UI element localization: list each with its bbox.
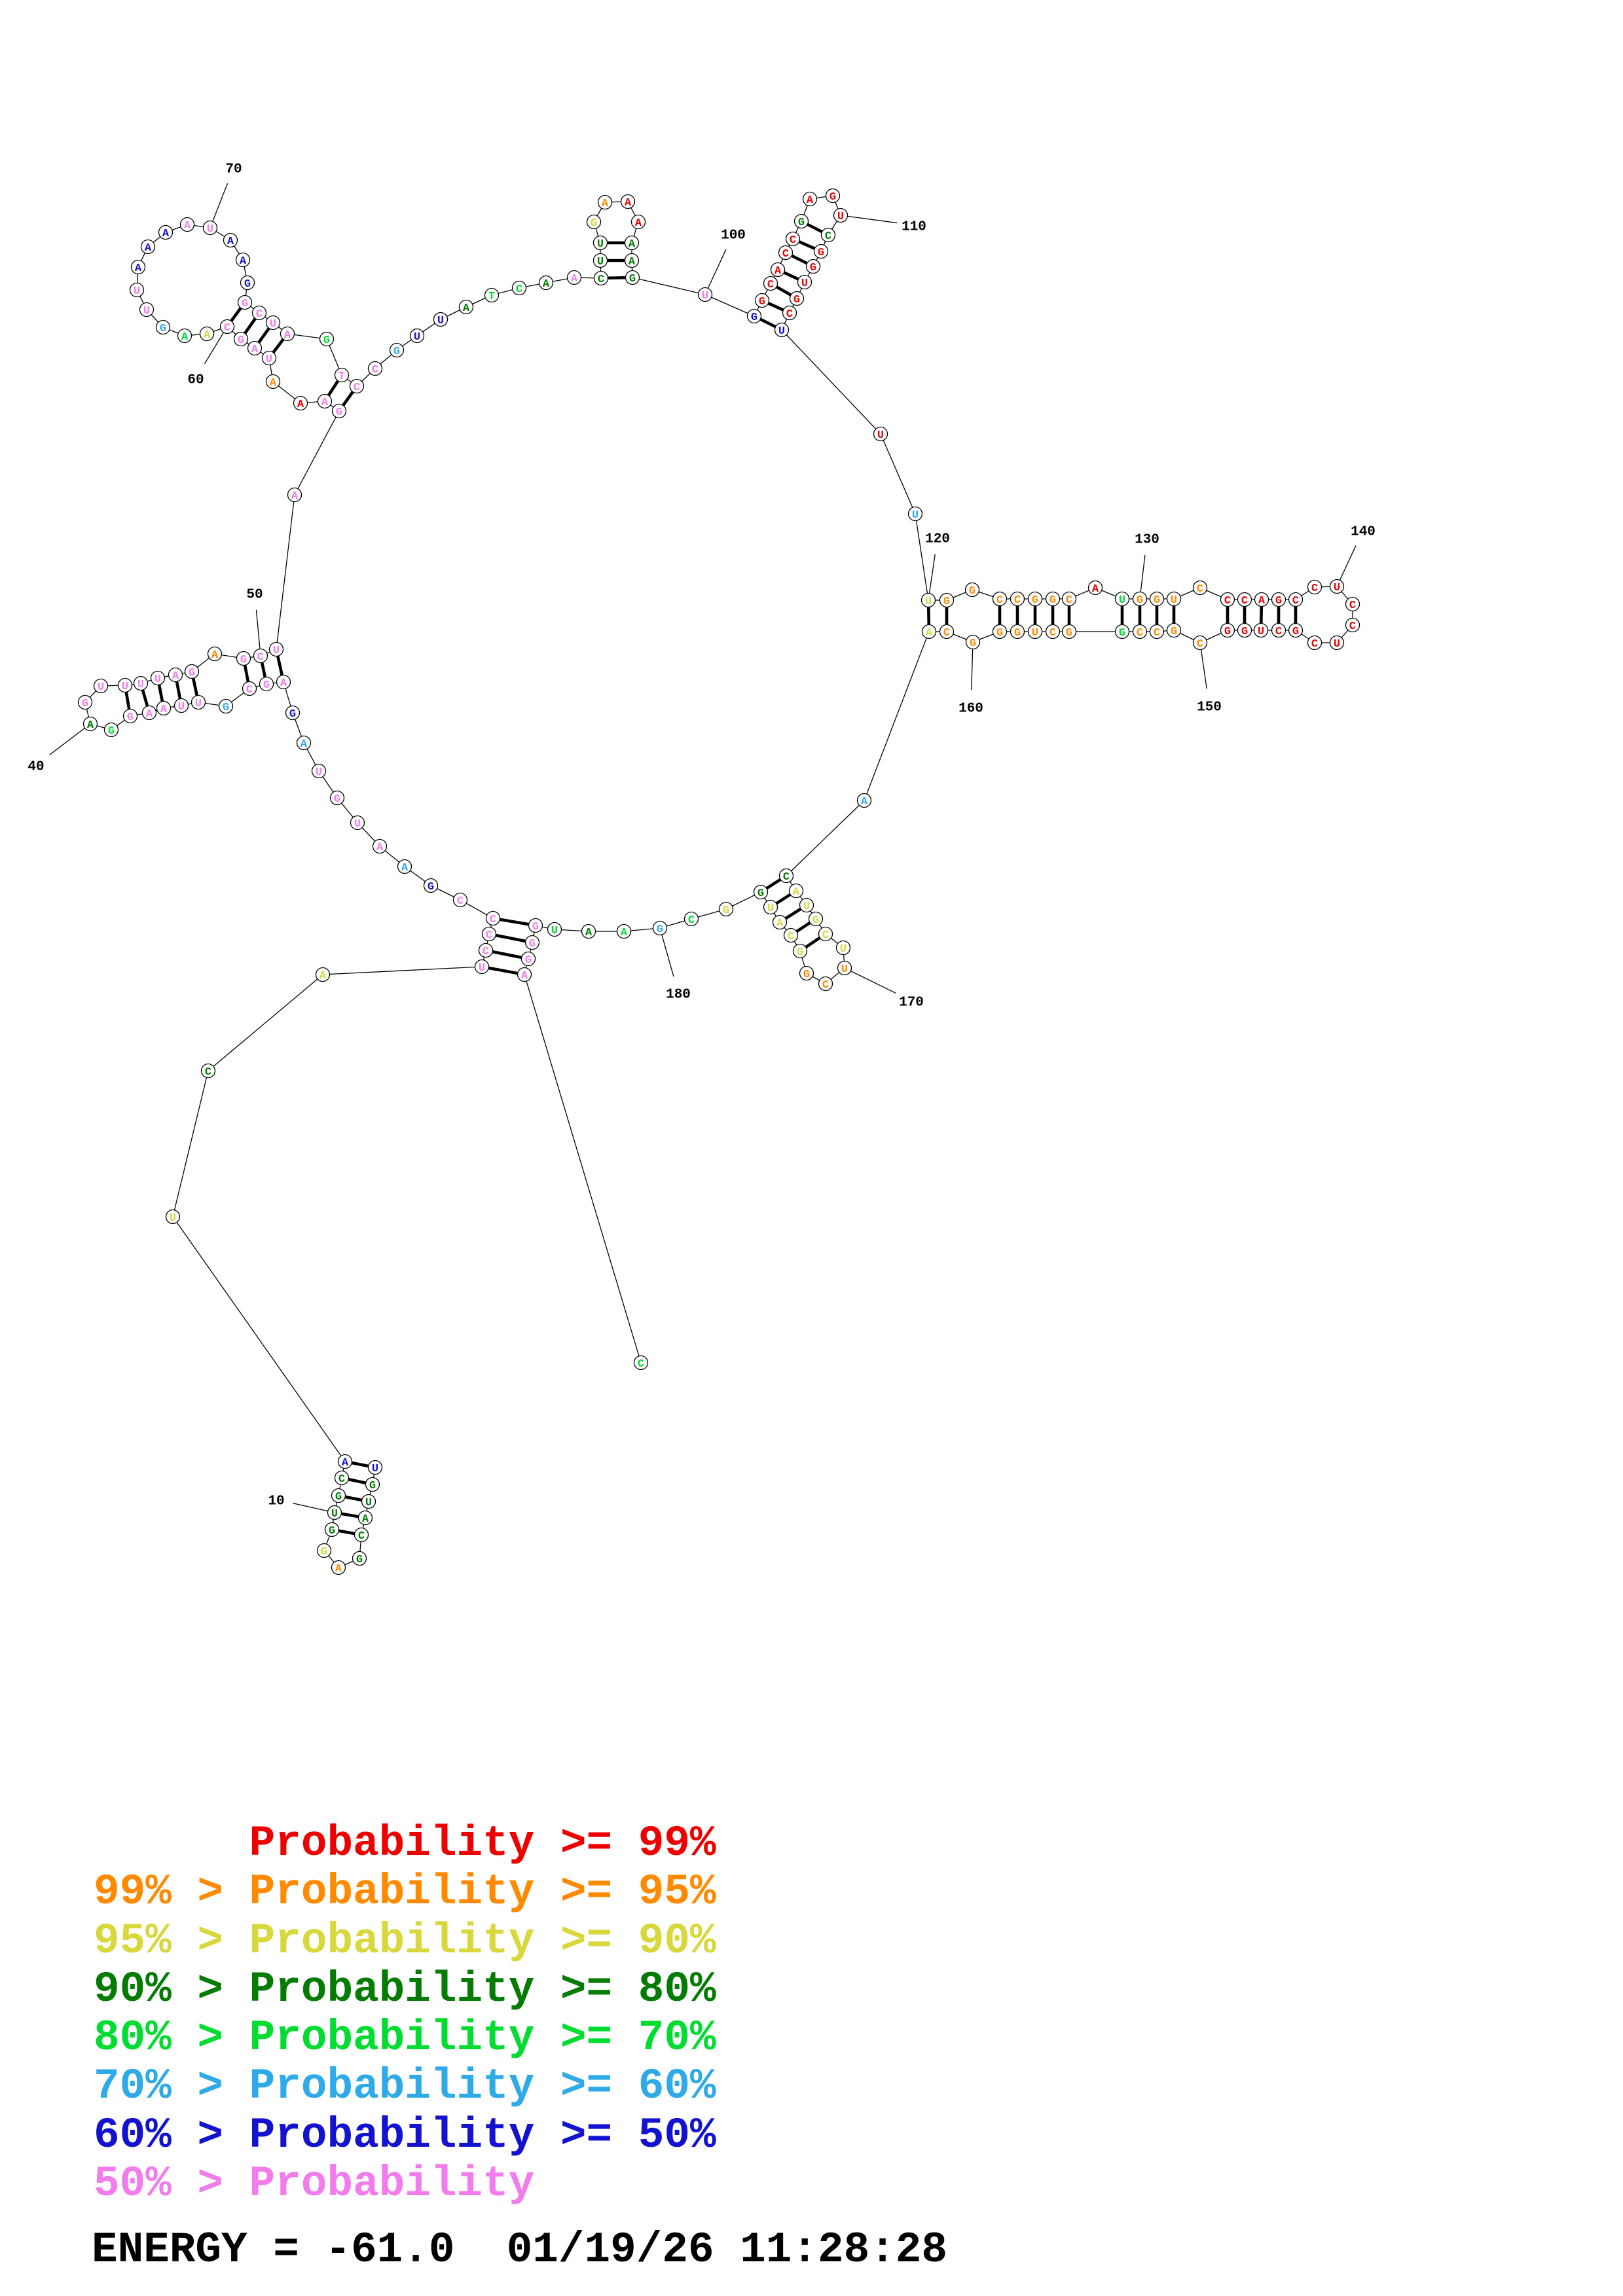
nucleotide-letter-47: G [188, 667, 196, 679]
nucleotide-letter-29: G [289, 708, 297, 721]
position-label-50: 50 [246, 587, 263, 603]
nucleotide-letter-145: G [1292, 626, 1300, 638]
nucleotide-letter-174: C [787, 931, 795, 943]
nucleotide-letter-70: U [206, 223, 214, 236]
nucleotide-letter-94: A [601, 198, 609, 210]
nucleotide-letter-188: C [637, 1358, 645, 1371]
nucleotide-letter-32: C [246, 684, 253, 696]
nucleotide-letter-160: G [969, 637, 977, 650]
nucleotide-letter-76: U [269, 318, 277, 331]
nucleotide-letter-26: G [333, 793, 341, 806]
nucleotide-letter-90: C [597, 274, 605, 286]
nucleotide-letter-8: G [320, 1546, 328, 1558]
position-label-160: 160 [958, 701, 983, 717]
nucleotide-letter-183: U [551, 925, 558, 937]
nucleotide-letter-7: A [335, 1563, 342, 1575]
nucleotide-letter-14: U [169, 1212, 177, 1225]
nucleotide-letter-80: C [353, 382, 361, 394]
nucleotide-letter-36: A [160, 704, 168, 716]
nucleotide-letter-77: A [283, 329, 291, 342]
nucleotide-letter-78: G [323, 334, 331, 347]
nucleotide-letter-162: A [925, 627, 933, 639]
backbone-segment [208, 975, 323, 1071]
nucleotide-letter-93: G [590, 217, 598, 230]
nucleotide-letter-135: C [1241, 595, 1249, 607]
nucleotide-letter-87: C [515, 283, 523, 296]
nucleotide-letter-33: G [222, 702, 230, 714]
backbone-segment [864, 632, 929, 800]
legend-row-4: 90% > Probability >= 80% [94, 1964, 716, 2014]
backbone-segment [881, 434, 915, 514]
nucleotide-letter-88: A [542, 278, 550, 291]
nucleotide-letter-38: G [126, 711, 134, 724]
nucleotide-letter-153: C [1136, 627, 1144, 639]
nucleotide-letter-10: U [331, 1508, 338, 1520]
nucleotide-letter-57: U [265, 353, 273, 366]
nucleotide-letter-40: A [86, 719, 94, 732]
nucleotide-letter-15: C [204, 1066, 212, 1079]
nucleotide-letter-149: G [1224, 626, 1231, 638]
nucleotide-letter-58: A [251, 344, 259, 356]
nucleotide-letter-83: U [413, 331, 421, 344]
nucleotide-letter-133: C [1196, 583, 1204, 596]
nucleotide-letter-81: C [371, 364, 379, 376]
position-label-120: 120 [925, 531, 950, 547]
nucleotide-letter-25: U [354, 818, 361, 831]
nucleotide-letter-181: A [620, 927, 628, 939]
nucleotide-letter-187: A [520, 970, 528, 982]
nucleotide-letter-31: G [263, 679, 270, 692]
legend-row-6: 70% > Probability >= 60% [94, 2062, 716, 2111]
nucleotide-letter-115: G [793, 294, 801, 306]
nucleotide-letter-163: A [860, 796, 868, 808]
nucleotide-letter-164: C [782, 871, 790, 884]
nucleotide-letter-102: G [758, 296, 766, 308]
nucleotide-letter-180: G [656, 924, 664, 936]
nucleotide-letter-11: G [335, 1491, 342, 1503]
nucleotide-letter-64: U [143, 305, 151, 317]
nucleotide-letter-176: U [767, 903, 775, 915]
nucleotide-letter-85: A [462, 302, 470, 315]
nucleotide-letter-27: U [315, 766, 323, 779]
nucleotide-letter-143: U [1333, 638, 1341, 651]
nucleotide-letter-120: U [924, 596, 932, 608]
nucleotide-letter-170: U [841, 963, 848, 976]
nucleotide-letter-119: U [911, 509, 919, 522]
nucleotide-letter-9: G [328, 1525, 336, 1537]
nucleotide-letter-157: U [1031, 627, 1039, 639]
nucleotide-letter-22: G [427, 881, 435, 893]
energy-line: ENERGY = -61.0 01/19/26 11:28:28 [92, 2225, 948, 2274]
nucleotide-letter-79: T [338, 370, 346, 383]
backbone-segment [173, 1217, 345, 1462]
position-label-40: 40 [27, 759, 45, 775]
nucleotide-letter-66: A [134, 262, 142, 275]
nucleotide-letter-92: U [596, 238, 604, 251]
nucleotide-letter-50: C [257, 651, 264, 664]
legend-row-1: Probability >= 99% [94, 1819, 716, 1868]
nucleotide-letter-54: A [321, 397, 329, 409]
nucleotide-letter-139: C [1311, 583, 1319, 595]
nucleotide-letter-124: C [1013, 594, 1021, 607]
nucleotide-letter-172: G [803, 969, 811, 981]
nucleotide-letter-165: A [792, 886, 800, 899]
nucleotide-letter-122: G [968, 585, 976, 598]
nucleotide-letter-4: A [361, 1513, 369, 1526]
nucleotide-letter-112: G [817, 247, 825, 259]
nucleotide-letter-63: G [159, 323, 167, 335]
nucleotide-letter-73: G [244, 278, 251, 291]
nucleotide-letter-13: A [341, 1457, 349, 1469]
nucleotide-letter-185: G [528, 938, 536, 950]
nucleotide-letter-150: C [1196, 638, 1204, 651]
nucleotide-letter-121: G [943, 596, 951, 608]
nucleotide-letter-159: G [996, 627, 1004, 639]
nucleotide-letter-123: C [996, 594, 1004, 607]
nucleotide-letter-24: A [376, 842, 384, 854]
nucleotide-letter-178: G [722, 905, 730, 917]
nucleotide-letter-91: U [596, 256, 604, 268]
nucleotide-letter-108: A [806, 194, 814, 207]
nucleotide-letter-103: C [767, 279, 775, 291]
position-label-70: 70 [225, 162, 242, 177]
nucleotide-letter-131: G [1153, 594, 1161, 607]
nucleotide-letter-71: A [227, 236, 234, 248]
backbone-segment [276, 495, 295, 649]
nucleotide-letter-154: G [1118, 627, 1126, 639]
nucleotide-letter-138: C [1292, 595, 1300, 607]
nucleotide-letter-106: C [789, 234, 797, 247]
label-leader-line [705, 249, 726, 295]
nucleotide-letter-84: U [437, 315, 445, 327]
nucleotide-letter-59: G [237, 334, 245, 347]
nucleotide-letter-111: C [824, 230, 832, 243]
nucleotide-letter-56: A [269, 377, 277, 389]
nucleotide-letter-126: G [1049, 594, 1057, 607]
nucleotide-letter-52: A [291, 490, 299, 503]
nucleotide-letter-155: G [1065, 627, 1073, 639]
nucleotide-letter-41: G [81, 698, 89, 710]
label-leader-line [50, 724, 90, 755]
position-label-180: 180 [666, 987, 691, 1003]
backbone-segment [632, 278, 705, 295]
nucleotide-letter-42: U [97, 681, 105, 694]
nucleotide-letter-51: U [272, 645, 280, 657]
nucleotide-letter-99: G [629, 273, 636, 285]
position-label-60: 60 [187, 372, 204, 388]
nucleotide-letter-137: G [1275, 595, 1283, 607]
nucleotide-letter-158: G [1013, 627, 1021, 639]
nucleotide-letter-117: U [778, 325, 786, 338]
nucleotide-letter-134: C [1224, 595, 1231, 607]
nucleotide-letter-75: C [255, 308, 263, 321]
nucleotide-letter-146: C [1275, 626, 1283, 638]
nucleotide-letter-116: C [786, 308, 793, 321]
position-label-170: 170 [899, 995, 924, 1011]
label-leader-line [841, 215, 897, 223]
nucleotide-letter-30: A [280, 677, 287, 690]
nucleotide-letter-3: U [365, 1497, 373, 1509]
nucleotide-letter-21: C [456, 895, 464, 908]
nucleotide-letter-44: U [137, 679, 145, 691]
legend-row-8: 50% > Probability [94, 2159, 535, 2209]
nucleotide-letter-97: A [628, 238, 636, 251]
backbone-segment [173, 1071, 208, 1217]
nucleotide-letter-148: G [1241, 626, 1249, 638]
nucleotide-letter-100: U [701, 290, 709, 302]
nucleotide-letter-169: U [839, 943, 847, 956]
nucleotide-letter-96: A [634, 217, 642, 230]
nucleotide-letter-46: A [172, 670, 179, 683]
nucleotide-letter-132: U [1170, 594, 1178, 607]
nucleotide-letter-82: G [393, 346, 401, 358]
position-label-110: 110 [902, 219, 926, 235]
nucleotide-letter-136: A [1258, 595, 1266, 607]
legend-row-2: 99% > Probability >= 95% [94, 1867, 716, 1917]
nucleotide-letter-184: G [532, 921, 539, 933]
nucleotide-letter-113: G [809, 262, 817, 274]
position-label-10: 10 [268, 1494, 285, 1509]
nucleotide-letter-130: G [1136, 594, 1144, 607]
nucleotide-letter-179: C [687, 914, 695, 927]
position-label-140: 140 [1351, 524, 1376, 540]
nucleotide-letter-67: A [144, 242, 152, 255]
nucleotide-letter-6: G [356, 1554, 363, 1566]
nucleotide-letter-104: A [774, 265, 782, 278]
nucleotide-letter-95: A [624, 197, 632, 209]
nucleotide-letter-110: U [837, 211, 845, 223]
nucleotide-letter-129: U [1118, 594, 1126, 607]
nucleotide-letter-39: G [107, 725, 115, 738]
nucleotide-letter-186: G [524, 954, 532, 967]
nucleotide-letter-2: G [369, 1480, 376, 1492]
nucleotide-letter-72: A [239, 255, 247, 268]
nucleotide-letter-144: C [1311, 638, 1319, 651]
nucleotide-letter-166: U [803, 901, 811, 913]
nucleotide-letter-1: U [371, 1463, 379, 1475]
nucleotide-letter-23: A [401, 862, 409, 874]
nucleotide-letter-53: G [335, 406, 343, 419]
backbone-segment [705, 295, 754, 316]
nucleotide-letter-109: G [829, 191, 837, 204]
nucleotide-letter-175: A [776, 918, 784, 930]
nucleotide-letter-177: G [757, 888, 765, 900]
nucleotide-letter-18: C [482, 946, 490, 958]
backbone-segment [786, 800, 864, 876]
nucleotide-letter-142: C [1349, 620, 1357, 633]
legend-row-5: 80% > Probability >= 70% [94, 2013, 716, 2063]
probability-legend [94, 1820, 716, 2208]
nucleotide-letter-173: G [796, 946, 804, 959]
nucleotide-letter-118: U [877, 429, 884, 442]
nucleotide-letter-37: A [145, 708, 153, 721]
nucleotide-letter-140: U [1333, 582, 1341, 594]
nucleotide-letter-105: C [782, 248, 790, 260]
nucleotide-letter-17: U [478, 962, 486, 975]
nucleotide-letter-43: U [121, 681, 129, 693]
backbone-segment [915, 514, 928, 600]
nucleotide-letter-20: C [489, 914, 497, 926]
nucleotide-letter-68: A [162, 228, 170, 240]
nucleotide-letter-86: T [488, 291, 496, 303]
nucleotide-letter-107: G [797, 217, 805, 229]
nucleotide-letter-16: A [319, 970, 327, 982]
nucleotide-letter-34: U [194, 698, 202, 710]
nucleotide-letter-147: U [1257, 626, 1265, 638]
backbone-segment [782, 330, 881, 434]
nucleotide-letter-74: G [241, 298, 249, 310]
nucleotide-letter-125: G [1031, 594, 1039, 607]
nucleotide-letter-89: A [570, 273, 578, 285]
label-leader-line [845, 968, 896, 994]
nucleotide-letter-127: C [1065, 594, 1073, 607]
nucleotide-letter-19: C [485, 929, 493, 942]
legend-row-7: 60% > Probability >= 50% [94, 2110, 716, 2160]
nucleotide-letter-128: A [1091, 583, 1099, 596]
nucleotide-letter-62: A [181, 331, 189, 344]
backbone-segment [524, 975, 641, 1363]
nucleotide-letter-55: A [297, 399, 304, 411]
nucleotide-letter-161: C [943, 627, 951, 639]
nucleotide-letter-5: C [357, 1530, 365, 1543]
nucleotide-letter-101: G [750, 312, 758, 324]
nucleotide-letter-69: A [183, 220, 191, 232]
nucleotide-letter-171: C [822, 979, 830, 992]
position-label-100: 100 [721, 228, 746, 243]
nucleotide-letter-167: G [812, 914, 820, 927]
backbone-segment [323, 967, 482, 975]
nucleotide-letter-28: A [300, 738, 308, 751]
nucleotide-letter-98: A [628, 256, 636, 268]
nucleotide-letter-168: C [822, 929, 830, 942]
position-label-130: 130 [1135, 532, 1159, 548]
nucleotide-letter-35: U [177, 701, 185, 713]
nucleotide-letter-114: U [801, 278, 809, 290]
nucleotide-letter-156: C [1049, 627, 1057, 639]
nucleotide-letter-151: G [1170, 626, 1178, 638]
backbone-segment [295, 411, 339, 495]
nucleotide-letter-45: U [154, 673, 162, 686]
nucleotide-letter-65: U [133, 285, 141, 298]
nucleotide-letter-60: C [223, 322, 231, 334]
nucleotide-letter-152: C [1153, 627, 1161, 639]
position-label-150: 150 [1197, 700, 1222, 715]
nucleotide-letter-49: G [240, 654, 247, 666]
nucleotide-letter-48: A [211, 649, 219, 662]
nucleotide-letter-12: C [338, 1473, 346, 1486]
nucleotide-letter-141: C [1349, 600, 1357, 612]
nucleotide-letter-61: A [203, 329, 211, 342]
nucleotide-letter-182: A [585, 927, 593, 939]
legend-row-3: 95% > Probability >= 90% [94, 1916, 716, 1965]
